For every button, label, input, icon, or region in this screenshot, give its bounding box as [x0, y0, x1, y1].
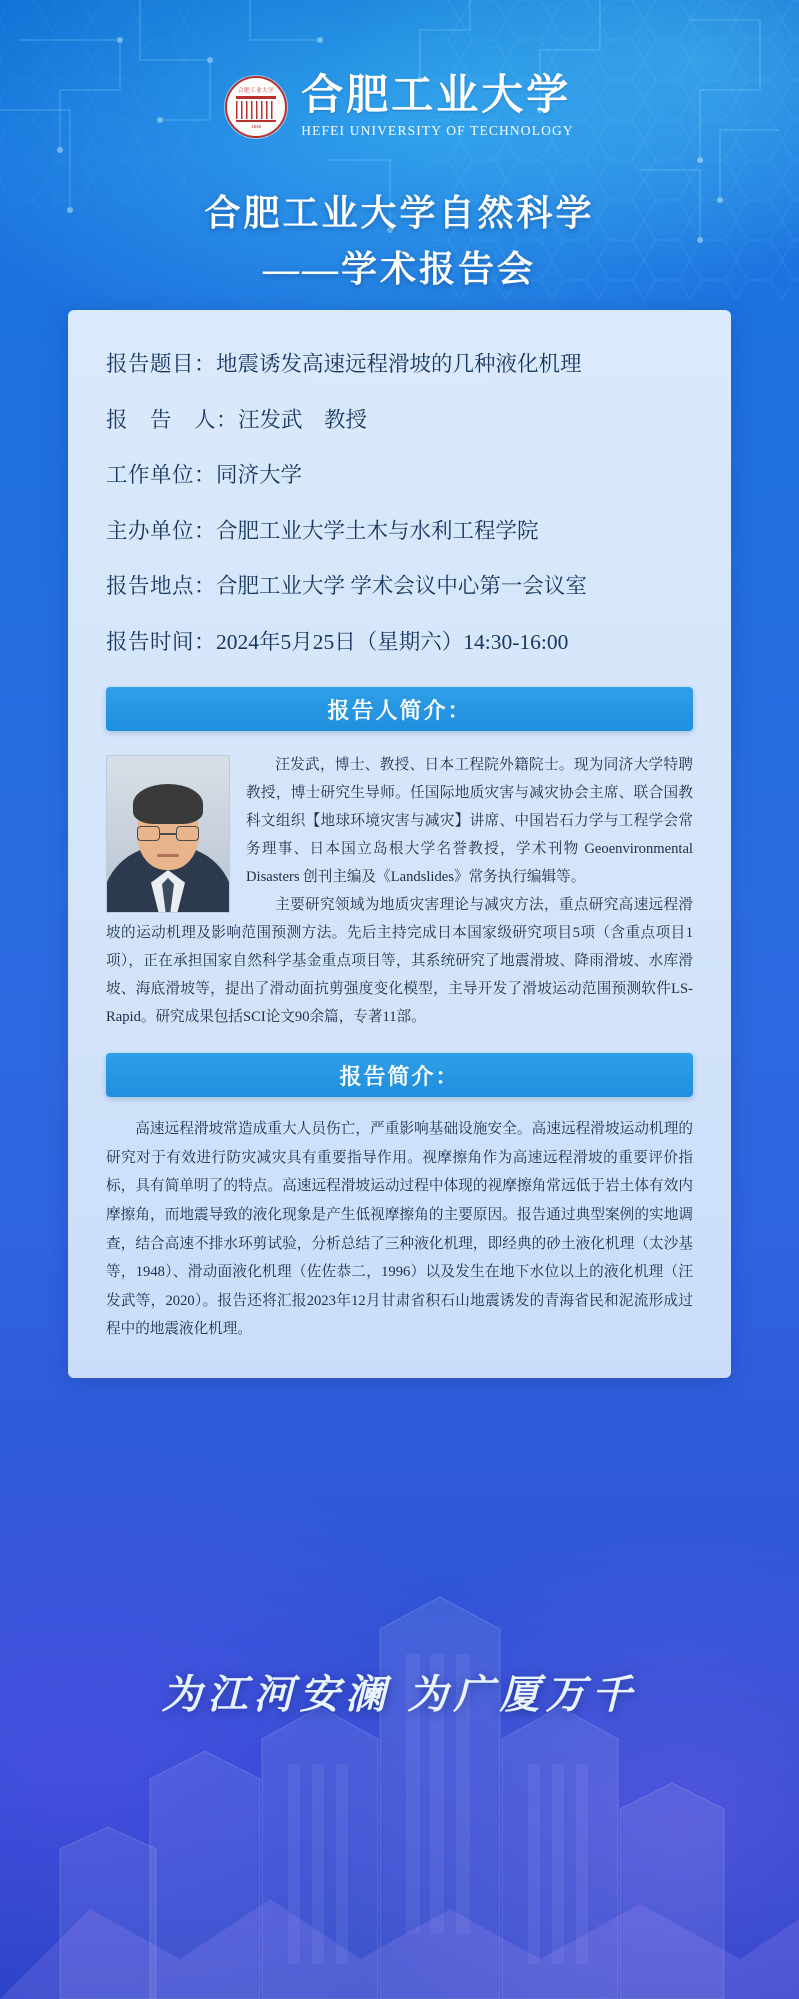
info-value-time: 2024年5月25日（星期六）14:30-16:00 — [216, 629, 569, 654]
university-name-cn: 合肥工业大学 — [301, 73, 572, 119]
info-row-title — [106, 354, 693, 376]
page-title-line2: ——学术报告会 — [262, 248, 536, 289]
info-row-venue — [106, 576, 693, 598]
info-row-affiliation — [106, 465, 693, 487]
university-logo — [0, 75, 799, 139]
info-value-organizer: 合肥工业大学土木与水利工程学院 — [216, 518, 539, 543]
info-row-speaker — [106, 407, 693, 432]
page-title-line1: 合肥工业大学自然科学 — [204, 193, 595, 233]
info-value-affiliation: 同济大学 — [216, 463, 303, 487]
seal-top-text: 合肥工业大学 — [238, 87, 275, 94]
university-seal-icon — [225, 76, 287, 138]
info-label-affiliation: 工作单位： — [106, 463, 217, 487]
info-label-venue: 报告地点： — [106, 574, 217, 598]
page-title — [0, 186, 799, 298]
info-value-title: 地震诱发高速远程滑坡的几种液化机理 — [216, 352, 582, 376]
report-abstract-paragraph: 高速远程滑坡常造成重大人员伤亡，严重影响基础设施安全。高速远程滑坡运动机理的研究对于有效进行防灾减灾具有重要指导作用。视摩擦角作为高速远程滑坡的重要评价指标，具有简单明了的特点。高速远程滑坡运动过程中体现的视摩擦角常远低于岩土体有效内摩擦角，而地震导致的液化现象是产生低视摩擦角的主要原因。报告通过典型案例的实地调查，结合高速不排水环剪试验，分析总结了三种液化机理，即经典的砂土液化机理（太沙基等，1948）、滑动面液化机理（佐佐恭二，1996）以及发生在地下水位以上的液化机理（汪发武等，2020）。报告还将汇报2023年12月甘肃省积石山地震诱发的青海省民和泥流形成过程中的地震液化机理。 — [106, 1121, 693, 1338]
speaker-bio-block — [106, 751, 693, 1031]
university-name-en: HEFEI UNIVERSITY OF TECHNOLOGY — [301, 122, 574, 138]
info-value-speaker: 汪发武 教授 — [238, 407, 368, 432]
section-banner-report-label: 报告简介： — [339, 1063, 460, 1089]
slogan-calligraphy: 为江河安澜 为广厦万千 — [161, 1672, 638, 1717]
section-banner-speaker-label: 报告人简介： — [327, 697, 472, 723]
info-label-organizer: 主办单位： — [106, 518, 217, 543]
university-name-block — [301, 75, 574, 139]
speaker-portrait — [106, 755, 230, 913]
speaker-bio-paragraph-1: 汪发武，博士、教授、日本工程院外籍院士。现为同济大学特聘教授，博士研究生导师。任国际地质灾害与减灾协会主席、联合国教科文组织【地球环境灾害与减灾】讲席、中国岩石力学与工程学会常务理事、日本国立岛根大学名誉教授，学术刊物 Geoenvironmental Disasters 创刊主编及《Landslides》常务执行编辑等。 — [246, 757, 693, 886]
section-banner-speaker — [106, 687, 693, 731]
info-label-speaker: 报 告 人： — [106, 407, 239, 432]
info-label-title: 报告题目： — [106, 352, 217, 376]
content-card — [68, 310, 731, 1378]
info-row-time — [106, 629, 693, 654]
speaker-bio-paragraph-2: 主要研究领域为地质灾害理论与减灾方法，重点研究高速远程滑坡的运动机理及影响范围预测方法。先后主持完成日本国家级研究项目5项（含重点项目1项），正在承担国家自然科学基金重点项目等，其系统研究了地震滑坡、降雨滑坡、水库滑坡、海底滑坡等，提出了滑动面抗剪强度变化模型，主导开发了滑坡运动范围预测软件LS-Rapid。研究成果包括SCI论文90余篇，专著11部。 — [106, 897, 693, 1026]
section-banner-report — [106, 1053, 693, 1097]
info-row-organizer — [106, 518, 693, 543]
seal-building-icon — [236, 96, 276, 122]
info-label-time: 报告时间： — [106, 629, 217, 654]
seal-bottom-text: 1945 — [251, 124, 262, 130]
info-value-venue: 合肥工业大学 学术会议中心第一会议室 — [216, 574, 587, 598]
